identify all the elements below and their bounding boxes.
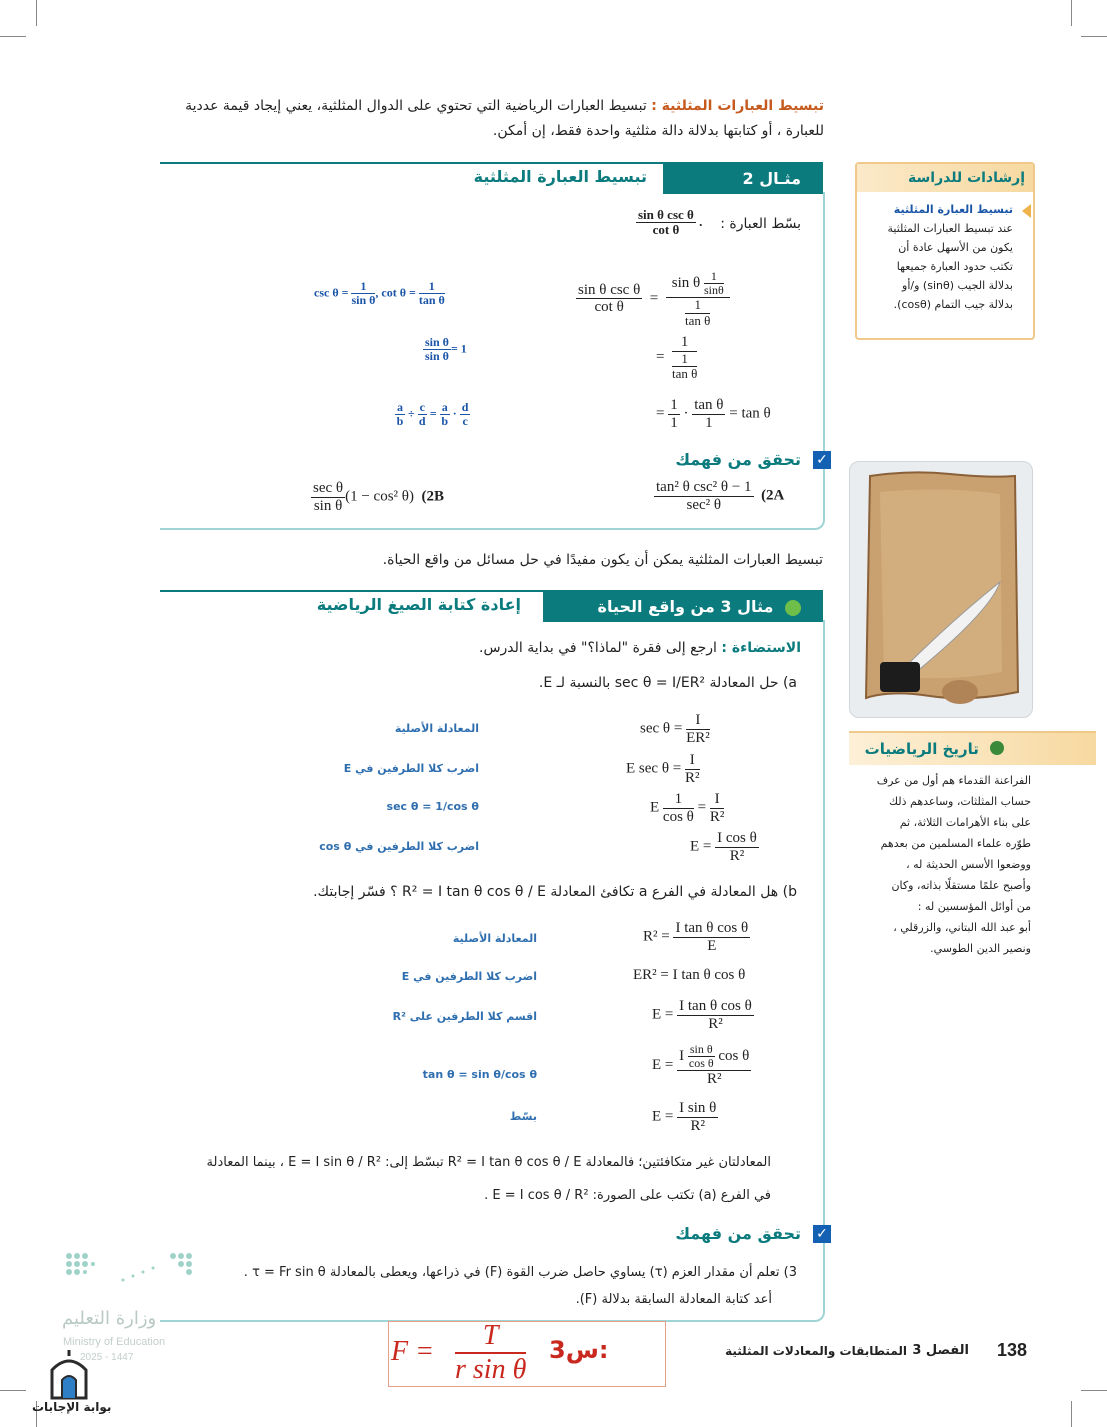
b-step-note: المعادلة الأصلية (452, 932, 537, 945)
a-step-den: R² (684, 769, 700, 786)
intro-line-2: للعبارة ، أو كتابتها بدلالة دالة مثلثية واحدة فقط، إن أمكن. (492, 123, 824, 139)
example3-part-b: b) هل المعادلة في الفرع a تكافئ المعادلة R² = I tan θ cos θ / E ؟ فسّر إجابتك. (313, 884, 797, 900)
intro-line-1 (185, 98, 824, 114)
example2-prompt: بسّط العبارة : (720, 216, 801, 232)
example2-step1: $\frac{\text{sin θ csc θ}}{\text{cot θ}}$ = sin θ $\frac{1}{\sin\theta}$ $\frac{1}{\text{tan θ}}$ (576, 270, 730, 328)
study-tips-subtitle: تبسيط العبارة المثلثية (893, 203, 1013, 216)
b-step-rhs: I tan θ cos θ (672, 967, 746, 983)
check1-2a (654, 479, 784, 513)
example2-step3-note: $\frac{a}{b}$ ÷ $\frac{c}{d}$ = $\frac{a}{b}$ · $\frac{d}{c}$ (396, 400, 469, 429)
a-step-den: ER² (686, 729, 710, 746)
example3-header (160, 590, 823, 622)
study-tips-line: عند تبسيط العبارات المثلثية (887, 222, 1013, 235)
note-num: sin θ (425, 335, 449, 349)
b-step-den: R² (708, 1015, 723, 1032)
a-step-lhs: sec θ (640, 720, 671, 737)
crop-mark (1071, 1401, 1072, 1427)
history-line: طوّره علماء المسلمين من بعدهم (880, 837, 1031, 850)
step2-den-den: tan θ (671, 365, 698, 381)
b-step-note: بسّط (509, 1110, 537, 1123)
history-line: حساب المثلثات، وساعدهم ذلك (889, 795, 1031, 808)
b-step-den: R² (690, 1117, 705, 1134)
parchment-icon (850, 462, 1032, 717)
b-step-num: I tan θ cos θ (679, 998, 752, 1014)
answer-box (388, 1321, 666, 1387)
answer-label: س3: (549, 1336, 609, 1364)
chapter-label: الفصل 3 (912, 1343, 969, 1358)
check1-title: تحقق من فهمك (675, 450, 801, 469)
step1-rhs-top: sin θ (671, 275, 701, 292)
history-line: ونصير الدين الطوسي. (930, 942, 1031, 955)
b-step-lhs: R² (643, 928, 658, 945)
answer-lhs: F = (391, 1336, 434, 1367)
history-line: الفراعنة القدماء هم أول من عرف (876, 774, 1031, 787)
note-b-den: tan θ (418, 293, 445, 308)
b-step-num: I tan θ cos θ (675, 920, 749, 936)
ministry-en: Ministry of Education (63, 1336, 166, 1348)
a-step-den: R² (729, 847, 745, 864)
crop-mark (0, 36, 26, 37)
step1-rhs-top-den: sinθ (703, 283, 724, 298)
crop-mark (36, 0, 37, 26)
example3-title: إعادة كتابة الصيغ الرياضية (316, 595, 521, 614)
history-line: ووضعوا الأسس الحديثة له ، (906, 858, 1031, 871)
study-tips-box (855, 162, 1035, 340)
b-step-lhs: E (652, 1108, 662, 1125)
a-step-num: I cos θ (717, 830, 757, 846)
study-tips-title: إرشادات للدراسة (857, 164, 1033, 192)
example2-step2: = $\frac{1}{\frac{1}{\text{tan θ}}}$ (656, 334, 698, 381)
crop-mark (0, 1390, 26, 1391)
check1-2b (311, 480, 444, 514)
b-step: E = I $\frac{\text{sin θ}}{\text{cos θ}}$ cos θ R² (652, 1042, 750, 1088)
bridge-text: تبسيط العبارات المثلثية يمكن أن يكون مفيدًا في حل مسائل من واقع الحياة. (382, 552, 823, 568)
study-tips-body (857, 192, 1033, 314)
a-step-den: R² (709, 808, 725, 825)
study-tips-line: بدلالة الجيب (sinθ) و/أو (902, 279, 1013, 292)
a-step-num: I (710, 791, 725, 809)
answer-num: T (455, 1320, 526, 1354)
a-step-note: المعادلة الأصلية (394, 722, 479, 735)
study-tips-line: بدلالة جيب التمام (cosθ). (893, 298, 1013, 311)
ministry-year: 2025 - 1447 (80, 1352, 134, 1363)
b-step: E = $\frac{\text{I tan θ cos θ}}{\text{R²}}$ (652, 998, 752, 1032)
b-step: R² = $\frac{\text{I tan θ cos θ}}{E}$ (643, 920, 749, 954)
check1-b-tail: (1 − cos² θ) (345, 488, 414, 505)
check2-title: تحقق من فهمك (675, 1224, 801, 1243)
example3-part-a: a) حل المعادلة sec θ = I/ER² بالنسبة لـ E. (538, 675, 797, 691)
arrow-icon (1022, 204, 1031, 218)
quill-parchment-image (849, 461, 1033, 718)
answer-den: r sin θ (455, 1354, 527, 1385)
checkmark-icon: ✓ (813, 451, 831, 469)
page-number: 138 (997, 1340, 1028, 1360)
a-step-note: sec θ = 1/cos θ (386, 800, 479, 813)
note-b-num: 1 (419, 280, 445, 294)
history-line: وأصبح علمًا مستقلًا بذاته، وكان (891, 879, 1031, 892)
lighting-text: ارجع إلى فقرة "لماذا؟" في بداية الدرس. (479, 640, 717, 656)
math-history-title: تاريخ الرياضيات (864, 740, 979, 758)
b-step: E = $\frac{\text{I sin θ}}{\text{R²}}$ (652, 1100, 717, 1134)
chapter-title: المتطابقات والمعادلات المثلثية (725, 1344, 907, 1358)
example2-step3: = $\frac{1}{1}$ · $\frac{\text{tan θ}}{1}$ = tan θ (656, 397, 771, 431)
step1-rhs-top-num: 1 (704, 270, 724, 284)
note-rhs: = 1 (450, 341, 467, 356)
example2-tab: مثـال 2 (742, 169, 801, 188)
conclusion-line-2: في الفرع (a) تكتب على الصورة: E = I cos θ / R² . (484, 1188, 771, 1203)
conclusion-line-1: المعادلتان غير متكافئتين؛ فالمعادلة R² = I tan θ cos θ / E تبسّط إلى: E = I sin θ / R² ، بينما المعادلة (206, 1155, 771, 1170)
check1-b-num: sec θ (313, 480, 344, 496)
check2-line-1: 3) تعلم أن مقدار العزم (τ) يساوي حاصل ضرب القوة (F) في ذراعها، ويعطى بالمعادلة τ = Fr sin θ . (243, 1265, 797, 1280)
answers-portal-logo (44, 1348, 94, 1400)
answer-fraction (455, 1320, 526, 1386)
b-step-lhs: E (652, 1006, 662, 1023)
mosque-icon (44, 1348, 94, 1400)
example3-tab (543, 592, 823, 622)
example2-title: تبسيط العبارة المثلثية (473, 167, 647, 186)
ministry-dots-logo (63, 1250, 199, 1290)
b-step-note: اضرب كلا الطرفين في E (401, 970, 537, 983)
example3-lighting (479, 640, 801, 656)
check1-a-den: sec² θ (686, 496, 722, 513)
step2-num: 1 (672, 334, 697, 352)
a-step-lhs: E sec θ (626, 760, 670, 777)
lighting-term: الاستضاءة : (721, 640, 801, 656)
example2-expression: $\frac{\text{sin θ csc θ}}{\text{cot θ}}$ . (638, 207, 703, 238)
check1-b-den: sin θ (313, 497, 343, 514)
check1-a-label: (2A (761, 487, 785, 504)
crop-mark (1081, 1390, 1107, 1391)
note-a-num: 1 (351, 280, 375, 294)
check1-a-num: tan² θ csc² θ − 1 (656, 479, 752, 495)
note-den: sin θ (425, 349, 449, 364)
example2-step1-note: csc θ = $\frac{1}{\text{sin θ}}$ , cot θ = $\frac{1}{\text{tan θ}}$ (314, 279, 445, 308)
globe-icon (785, 600, 801, 616)
math-history-header (849, 731, 1096, 765)
history-line: على بناء الأهرامات الثلاثة، ثم (899, 816, 1031, 829)
crop-mark (1071, 0, 1072, 26)
expr-numerator: sin θ csc θ (638, 207, 694, 222)
b-step-num: I sin θ (679, 1100, 717, 1116)
b-step: ER² = I tan θ cos θ (633, 967, 746, 983)
a-step: E = $\frac{\text{I cos θ}}{\text{R²}}$ (690, 830, 757, 864)
note-a-den: sin θ (351, 293, 376, 308)
ministry-ar: وزارة التعليم (62, 1308, 157, 1329)
a-step-lhs: E (690, 838, 700, 855)
intro-text: تبسيط العبارات الرياضية التي تحتوي على الدوال المثلثية، يعني إيجاد قيمة عددية (185, 98, 647, 114)
a-step: E sec θ = $\frac{I}{\text{R²}}$ (626, 752, 700, 786)
ministry-dots-icon (63, 1250, 199, 1290)
crop-mark (1081, 36, 1107, 37)
b-step-den: E (707, 937, 717, 954)
step1-rhs-bottom-num: 1 (685, 298, 710, 313)
history-line: من أوائل المؤسسين له : (917, 900, 1031, 913)
globe-icon (990, 741, 1004, 755)
intro-term: تبسيط العبارات المثلثية : (651, 98, 824, 114)
history-line: أبو عبد الله البتاني، والزرقلي ، (893, 921, 1031, 934)
a-step-note: اضرب كلا الطرفين في E (343, 762, 479, 775)
check2-line-2: أعد كتابة المعادلة السابقة بدلالة (F). (575, 1292, 772, 1307)
a-step-num: I (685, 752, 700, 770)
step1-lhs-num: sin θ csc θ (578, 281, 641, 298)
b-step-note: اقسم كلا الطرفين على R² (392, 1010, 537, 1023)
study-tips-line: يكون من الأسهل عادة أن (898, 241, 1013, 254)
study-tips-line: تكتب حدود العبارة جميعها (896, 260, 1013, 273)
expr-denominator: cot θ (652, 222, 680, 238)
a-step: E $\frac{1}{\text{cos θ}}$ = $\frac{I}{\text{R²}}$ (650, 791, 725, 825)
example3-tab-label: مثال 3 من واقع الحياة (597, 597, 774, 616)
step1-lhs-den: cot θ (594, 299, 624, 316)
step2-den-num: 1 (672, 352, 697, 367)
a-step: sec θ = $\frac{I}{\text{ER²}}$ (640, 712, 710, 746)
math-history-body (877, 770, 1031, 959)
checkmark-icon: ✓ (813, 1225, 831, 1243)
step1-rhs-bottom-den: tan θ (685, 312, 711, 328)
step3-result: = tan θ (729, 405, 771, 422)
a-step-note: اضرب كلا الطرفين في cos θ (319, 840, 479, 853)
b-step-note: tan θ = sin θ/cos θ (422, 1068, 537, 1081)
example2-step2-note (423, 336, 467, 363)
b-step-lhs: ER² (633, 967, 657, 983)
example2-header (160, 162, 823, 194)
a-step-num: I (686, 712, 710, 730)
portal-name: بوابة الإجابات (32, 1400, 112, 1414)
check1-b-label: (2B (421, 488, 444, 505)
